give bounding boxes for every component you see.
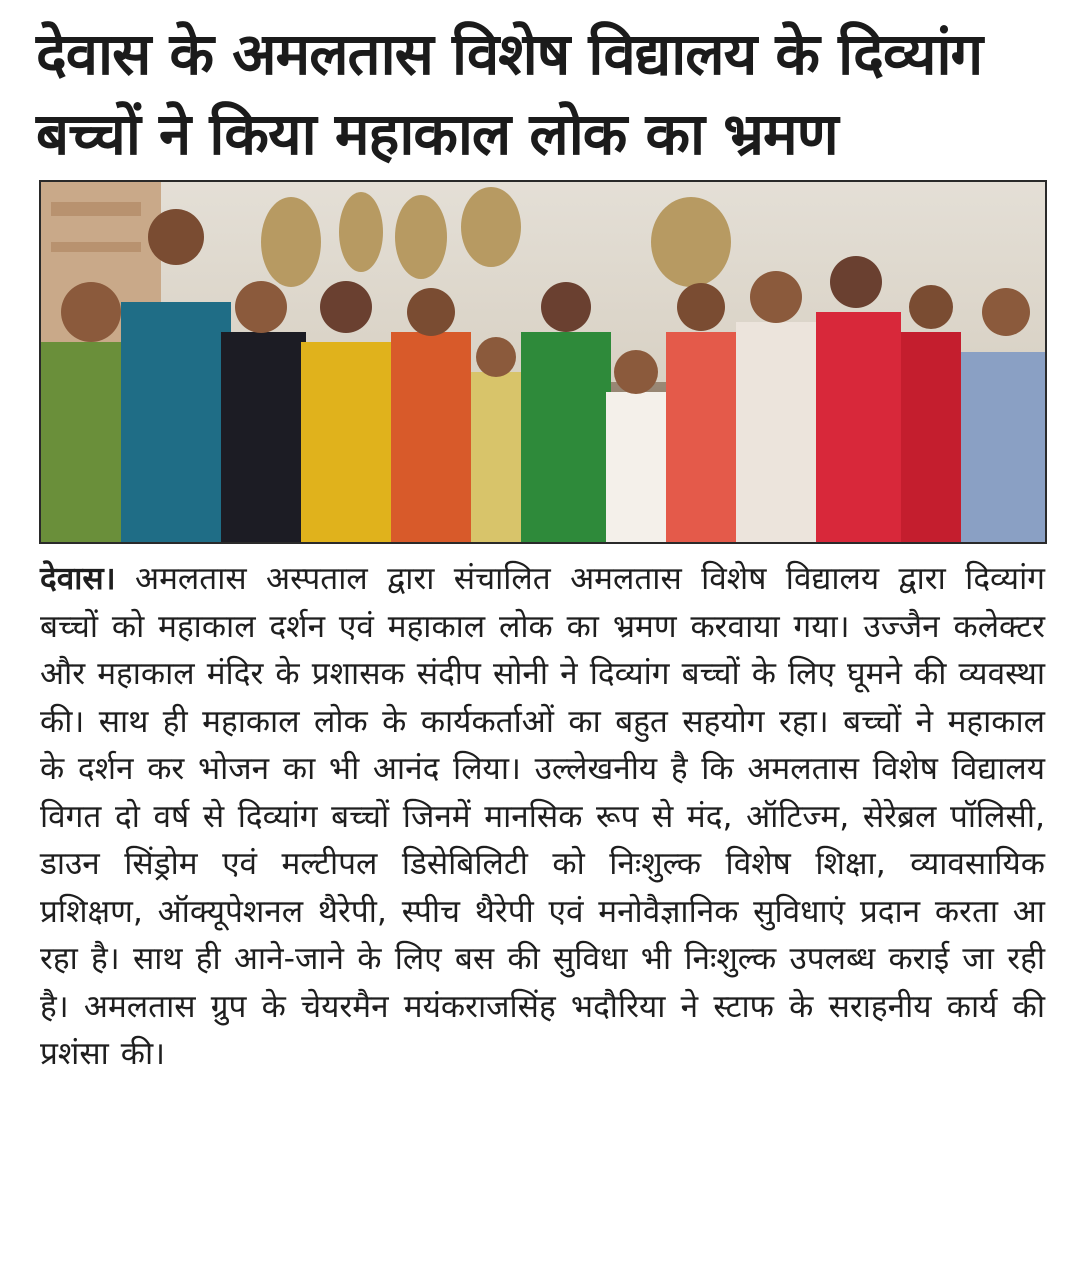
article-body — [40, 556, 1045, 1079]
group-photo-image — [41, 182, 1045, 542]
dateline: देवास। — [40, 561, 116, 597]
article-text: अमलतास अस्पताल द्वारा संचालित अमलतास विशेष विद्यालय द्वारा दिव्यांग बच्चों को महाकाल दर्शन एवं महाकाल लोक का भ्रमण करवाया गया। उज्जैन कलेक्टर और महाकाल मंदिर के प्रशासक संदीप सोनी ने दिव्यांग बच्चों के लिए घूमने की व्यवस्था की। साथ ही महाकाल लोक के कार्यकर्ताओं का बहुत सहयोग रहा। बच्चों ने महाकाल के दर्शन कर भोजन का भी आनंद लिया। उल्लेखनीय है कि अमलतास विशेष विद्यालय विगत दो वर्ष से दिव्यांग बच्चों जिनमें मानसिक रूप से मंद, ऑटिज्म, सेरेब्रल पॉलिसी, डाउन सिंड्रोम एवं मल्टीपल डिसेबिलिटी को निःशुल्क विशेष शिक्षा, व्यावसायिक प्रशिक्षण, ऑक्यूपेशनल थैरेपी, स्पीच थैरेपी एवं मनोवैज्ञानिक सुविधाएं प्रदान करता आ रहा है। साथ ही आने-जाने के लिए बस की सुविधा भी निःशुल्क उपलब्ध कराई जा रही है। अमलतास ग्रुप के चेयरमैन मयंकराजसिंह भदौरिया ने स्टाफ के सराहनीय कार्य की प्रशंसा की। — [40, 561, 1045, 1072]
headline: देवास के अमलतास विशेष विद्यालय के दिव्यांग बच्चों ने किया महाकाल लोक का भ्रमण — [36, 20, 983, 168]
group-photo — [39, 180, 1047, 544]
